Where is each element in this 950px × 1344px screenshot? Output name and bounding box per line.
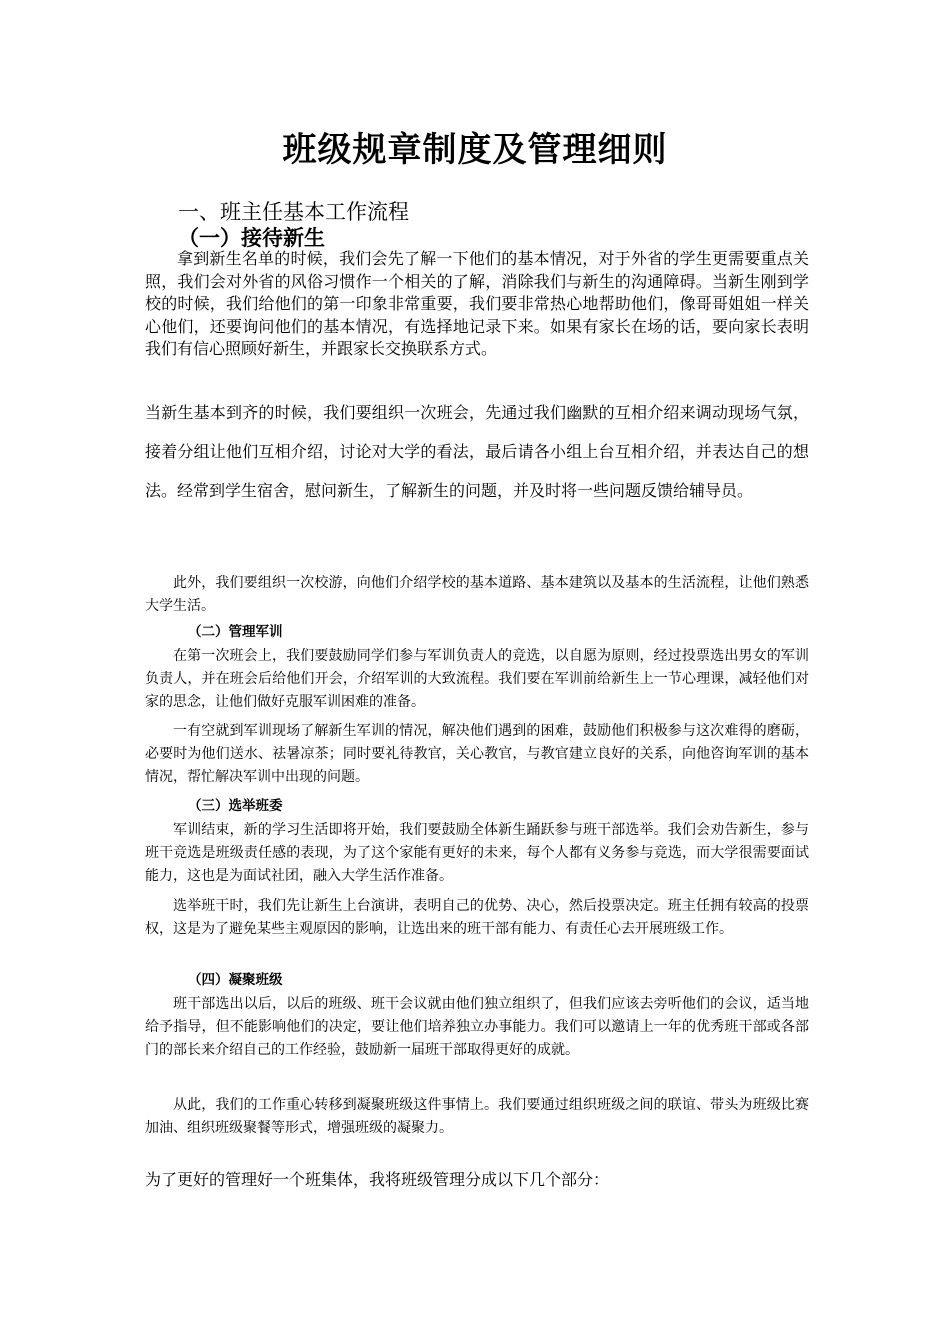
paragraph-military-2: 一有空就到军训现场了解新生军训的情况，解决他们遇到的困难，鼓励他们积极参与这次难得的磨砺，必要时为他们送水、祛暑凉茶；同时要礼待教官，关心教官，与教官建立良好的关系，向他咨询军训的基本情况，帮忙解决军训中出现的问题。	[145, 723, 809, 785]
paragraph-military-1: 在第一次班会上，我们要鼓励同学们参与军训负责人的竞选，以自愿为原则，经过投票选出男女的军训负责人，并在班会后给他们开会，介绍军训的大致流程。我们要在军训前给新生上一节心理课，减轻他们对家的思念，让他们做好克服军训困难的准备。	[145, 648, 809, 710]
subsection-heading-military-training: （二）管理军训	[188, 624, 283, 640]
closing-sentence: 为了更好的管理好一个班集体，我将班级管理分成以下几个部分：	[145, 1170, 610, 1189]
paragraph-welcome-1: 拿到新生名单的时候，我们会先了解一下他们的基本情况，对于外省的学生更需要重点关照，我们会对外省的风俗习惯作一个相关的了解，消除我们与新生的沟通障碍。当新生刚到学校的时候，我们给他们的第一印象非常重要，我们要非常热心地帮助他们，像哥哥姐姐一样关心他们，还要询问他们的基本情况，有选择地记录下来。如果有家长在场的话，要向家长表明我们有信心照顾好新生，并跟家长交换联系方式。	[145, 249, 809, 358]
section-heading-1: 一、班主任基本工作流程	[178, 200, 409, 224]
paragraph-election-1: 军训结束，新的学习生活即将开始，我们要鼓励全体新生踊跃参与班干部选举。我们会劝告新生，参与班干竞选是班级责任感的表现，为了这个家能有更好的未来，每个人都有义务参与竞选，而大学很需要面试能力，这也是为面试社团，融入大学生活作准备。	[145, 822, 809, 884]
paragraph-campus-tour: 此外，我们要组织一次校游，向他们介绍学校的基本道路、基本建筑以及基本的生活流程，让他们熟悉大学生活。	[145, 575, 809, 614]
subsection-heading-welcome: （一）接待新生	[178, 226, 325, 250]
paragraph-welcome-2: 当新生基本到齐的时候，我们要组织一次班会，先通过我们幽默的互相介绍来调动现场气氛，接着分组让他们互相介绍，讨论对大学的看法，最后请各小组上台互相介绍，并表达自己的想法。经常到学生宿舍，慰问新生，了解新生的问题，并及时将一些问题反馈给辅导员。	[145, 403, 809, 500]
paragraph-cohesion-1: 班干部选出以后，以后的班级、班干会议就由他们独立组织了，但我们应该去旁听他们的会议，适当地给予指导，但不能影响他们的决定，要让他们培养独立办事能力。我们可以邀请上一年的优秀班干部或各部门的部长来介绍自己的工作经验，鼓励新一届班干部取得更好的成就。	[145, 996, 809, 1058]
document-title: 班级规章制度及管理细则	[282, 130, 668, 170]
subsection-heading-election: （三）选举班委	[188, 798, 283, 814]
paragraph-election-2: 选举班干时，我们先让新生上台演讲，表明自己的优势、决心，然后投票决定。班主任拥有较高的投票权，这是为了避免某些主观原因的影响，让选出来的班干部有能力、有责任心去开展班级工作。	[145, 898, 809, 937]
paragraph-cohesion-2: 从此，我们的工作重心转移到凝聚班级这件事情上。我们要通过组织班级之间的联谊、带头为班级比赛加油、组织班级聚餐等形式，增强班级的凝聚力。	[145, 1097, 809, 1136]
subsection-heading-cohesion: （四）凝聚班级	[188, 972, 283, 988]
